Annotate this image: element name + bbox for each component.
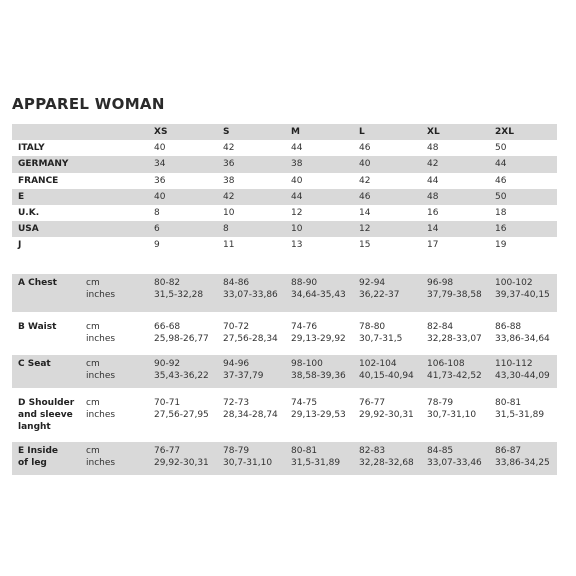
size-value-cell: 46 — [353, 140, 421, 156]
size-value-cell: 18 — [489, 205, 557, 221]
value-cm: 72-73 — [223, 398, 250, 408]
value-cm: 92-94 — [359, 278, 386, 288]
value-inches: 30,7-31,5 — [359, 334, 403, 344]
value-inches: 35,43-36,22 — [154, 371, 209, 381]
unit-cell — [80, 355, 148, 388]
conversion-row — [12, 140, 557, 156]
unit-label: inches — [86, 334, 116, 344]
size-value-cell: 42 — [353, 173, 421, 189]
measurement-value-cell — [353, 442, 421, 475]
measurement-value-cell — [421, 318, 489, 349]
conversion-row — [12, 221, 557, 237]
size-value-cell: 46 — [353, 189, 421, 205]
measurement-label — [12, 318, 80, 349]
measurement-value-cell — [148, 318, 217, 349]
value-cm: 76-77 — [154, 446, 181, 456]
unit-cell — [80, 442, 148, 475]
measurement-label-line: and sleeve — [18, 410, 73, 420]
value-inches: 29,92-30,31 — [359, 410, 414, 420]
measurement-value-cell — [489, 394, 557, 436]
size-header-row — [12, 124, 557, 140]
value-inches: 28,34-28,74 — [223, 410, 278, 420]
size-value-cell: 36 — [217, 156, 285, 172]
value-inches: 29,13-29,92 — [291, 334, 346, 344]
value-inches: 33,07-33,46 — [427, 458, 482, 468]
measurement-value-cell — [285, 318, 353, 349]
size-value-cell: 14 — [421, 221, 489, 237]
size-value-cell: 9 — [148, 237, 217, 253]
unit-label: cm — [86, 446, 100, 456]
size-value-cell: 19 — [489, 237, 557, 253]
value-inches: 31,5-31,89 — [291, 458, 341, 468]
value-cm: 78-80 — [359, 322, 386, 332]
measurement-value-cell — [489, 274, 557, 312]
country-label: U.K. — [12, 205, 148, 221]
size-value-cell: 34 — [148, 156, 217, 172]
size-value-cell: 42 — [217, 189, 285, 205]
conversion-row — [12, 173, 557, 189]
measurement-value-cell — [353, 318, 421, 349]
value-cm: 70-72 — [223, 322, 250, 332]
size-conversion-table — [12, 124, 557, 254]
value-inches: 34,64-35,43 — [291, 290, 346, 300]
measurement-value-cell — [489, 318, 557, 349]
size-value-cell: 11 — [217, 237, 285, 253]
measurement-label-line: langht — [18, 422, 51, 432]
country-label: FRANCE — [12, 173, 148, 189]
value-inches: 32,28-33,07 — [427, 334, 482, 344]
conversion-row — [12, 189, 557, 205]
value-cm: 98-100 — [291, 359, 323, 369]
measurement-value-cell — [421, 442, 489, 475]
value-cm: 84-86 — [223, 278, 250, 288]
size-header-cell: M — [285, 124, 353, 140]
measurement-row — [12, 318, 557, 349]
country-label: J — [12, 237, 148, 253]
value-cm: 82-83 — [359, 446, 386, 456]
value-inches: 29,13-29,53 — [291, 410, 346, 420]
value-inches: 32,28-32,68 — [359, 458, 414, 468]
value-inches: 30,7-31,10 — [427, 410, 477, 420]
size-value-cell: 8 — [217, 221, 285, 237]
value-cm: 88-90 — [291, 278, 318, 288]
size-value-cell: 40 — [148, 140, 217, 156]
value-cm: 110-112 — [495, 359, 533, 369]
measurement-label-line: of leg — [18, 458, 47, 468]
size-value-cell: 42 — [217, 140, 285, 156]
size-value-cell: 8 — [148, 205, 217, 221]
unit-label: inches — [86, 458, 116, 468]
size-header-blank — [12, 124, 148, 140]
measurement-row — [12, 274, 557, 312]
size-value-cell: 48 — [421, 189, 489, 205]
value-inches: 33,86-34,64 — [495, 334, 550, 344]
measurement-label — [12, 274, 80, 312]
size-value-cell: 42 — [421, 156, 489, 172]
measurement-value-cell — [217, 318, 285, 349]
measurement-value-cell — [489, 442, 557, 475]
value-cm: 86-87 — [495, 446, 522, 456]
size-value-cell: 40 — [148, 189, 217, 205]
size-value-cell: 10 — [217, 205, 285, 221]
value-cm: 94-96 — [223, 359, 250, 369]
value-inches: 37-37,79 — [223, 371, 264, 381]
size-value-cell: 46 — [489, 173, 557, 189]
value-cm: 84-85 — [427, 446, 454, 456]
size-value-cell: 12 — [353, 221, 421, 237]
country-label: E — [12, 189, 148, 205]
value-inches: 40,15-40,94 — [359, 371, 414, 381]
value-inches: 25,98-26,77 — [154, 334, 209, 344]
size-value-cell: 6 — [148, 221, 217, 237]
value-inches: 41,73-42,52 — [427, 371, 482, 381]
measurement-value-cell — [421, 355, 489, 388]
size-value-cell: 40 — [353, 156, 421, 172]
measurement-row — [12, 442, 557, 475]
conversion-row — [12, 237, 557, 253]
measurement-row — [12, 394, 557, 436]
measurement-label-line: C Seat — [18, 359, 51, 369]
size-header-cell: XS — [148, 124, 217, 140]
value-cm: 66-68 — [154, 322, 181, 332]
value-cm: 80-81 — [291, 446, 318, 456]
measurement-value-cell — [421, 274, 489, 312]
size-value-cell: 38 — [285, 156, 353, 172]
value-cm: 106-108 — [427, 359, 465, 369]
value-inches: 37,79-38,58 — [427, 290, 482, 300]
unit-label: cm — [86, 398, 100, 408]
size-value-cell: 14 — [353, 205, 421, 221]
value-inches: 27,56-28,34 — [223, 334, 278, 344]
size-value-cell: 17 — [421, 237, 489, 253]
size-value-cell: 44 — [285, 140, 353, 156]
unit-cell — [80, 394, 148, 436]
value-inches: 33,86-34,25 — [495, 458, 550, 468]
measurement-value-cell — [217, 274, 285, 312]
value-cm: 96-98 — [427, 278, 454, 288]
value-cm: 80-81 — [495, 398, 522, 408]
measurement-value-cell — [489, 355, 557, 388]
value-inches: 43,30-44,09 — [495, 371, 550, 381]
page-title: APPAREL WOMAN — [12, 95, 165, 113]
measurement-value-cell — [285, 394, 353, 436]
size-value-cell: 44 — [285, 189, 353, 205]
value-inches: 33,07-33,86 — [223, 290, 278, 300]
size-value-cell: 40 — [285, 173, 353, 189]
country-label: USA — [12, 221, 148, 237]
measurement-value-cell — [421, 394, 489, 436]
value-cm: 102-104 — [359, 359, 397, 369]
value-cm: 78-79 — [427, 398, 454, 408]
size-header-cell: S — [217, 124, 285, 140]
unit-label: cm — [86, 322, 100, 332]
country-label: GERMANY — [12, 156, 148, 172]
unit-label: inches — [86, 371, 116, 381]
size-value-cell: 16 — [421, 205, 489, 221]
value-inches: 31,5-32,28 — [154, 290, 204, 300]
measurement-label-line: E Inside — [18, 446, 59, 456]
size-value-cell: 50 — [489, 189, 557, 205]
size-value-cell: 48 — [421, 140, 489, 156]
measurement-value-cell — [353, 355, 421, 388]
size-value-cell: 16 — [489, 221, 557, 237]
value-cm: 80-82 — [154, 278, 181, 288]
measurement-value-cell — [148, 394, 217, 436]
measurement-row — [12, 355, 557, 388]
measurement-value-cell — [148, 355, 217, 388]
size-value-cell: 12 — [285, 205, 353, 221]
value-cm: 100-102 — [495, 278, 533, 288]
value-inches: 39,37-40,15 — [495, 290, 550, 300]
value-inches: 29,92-30,31 — [154, 458, 209, 468]
value-cm: 86-88 — [495, 322, 522, 332]
value-cm: 74-76 — [291, 322, 318, 332]
value-cm: 78-79 — [223, 446, 250, 456]
size-value-cell: 36 — [148, 173, 217, 189]
unit-label: inches — [86, 290, 116, 300]
size-value-cell: 38 — [217, 173, 285, 189]
measurement-value-cell — [353, 394, 421, 436]
unit-label: inches — [86, 410, 116, 420]
value-cm: 82-84 — [427, 322, 454, 332]
value-cm: 70-71 — [154, 398, 181, 408]
measurement-label — [12, 355, 80, 388]
measurement-value-cell — [285, 355, 353, 388]
size-header-cell: 2XL — [489, 124, 557, 140]
size-header-cell: XL — [421, 124, 489, 140]
unit-cell — [80, 274, 148, 312]
value-inches: 31,5-31,89 — [495, 410, 545, 420]
value-cm: 90-92 — [154, 359, 181, 369]
value-inches: 38,58-39,36 — [291, 371, 346, 381]
measurement-value-cell — [285, 274, 353, 312]
size-value-cell: 50 — [489, 140, 557, 156]
value-cm: 74-75 — [291, 398, 318, 408]
size-header-cell: L — [353, 124, 421, 140]
size-value-cell: 15 — [353, 237, 421, 253]
unit-cell — [80, 318, 148, 349]
measurement-value-cell — [148, 274, 217, 312]
size-value-cell: 44 — [421, 173, 489, 189]
measurement-value-cell — [285, 442, 353, 475]
value-cm: 76-77 — [359, 398, 386, 408]
measurement-label — [12, 442, 80, 475]
body-measurements-table — [12, 274, 557, 475]
value-inches: 36,22-37 — [359, 290, 400, 300]
size-value-cell: 10 — [285, 221, 353, 237]
measurement-value-cell — [217, 394, 285, 436]
value-inches: 30,7-31,10 — [223, 458, 273, 468]
measurement-label-line: A Chest — [18, 278, 57, 288]
value-inches: 27,56-27,95 — [154, 410, 209, 420]
measurement-label-line: D Shoulder — [18, 398, 75, 408]
conversion-row — [12, 205, 557, 221]
measurement-value-cell — [353, 274, 421, 312]
unit-label: cm — [86, 278, 100, 288]
size-value-cell: 44 — [489, 156, 557, 172]
conversion-row — [12, 156, 557, 172]
measurement-value-cell — [217, 355, 285, 388]
unit-label: cm — [86, 359, 100, 369]
measurement-label — [12, 394, 80, 436]
measurement-value-cell — [217, 442, 285, 475]
measurement-value-cell — [148, 442, 217, 475]
measurement-label-line: B Waist — [18, 322, 57, 332]
size-value-cell: 13 — [285, 237, 353, 253]
country-label: ITALY — [12, 140, 148, 156]
